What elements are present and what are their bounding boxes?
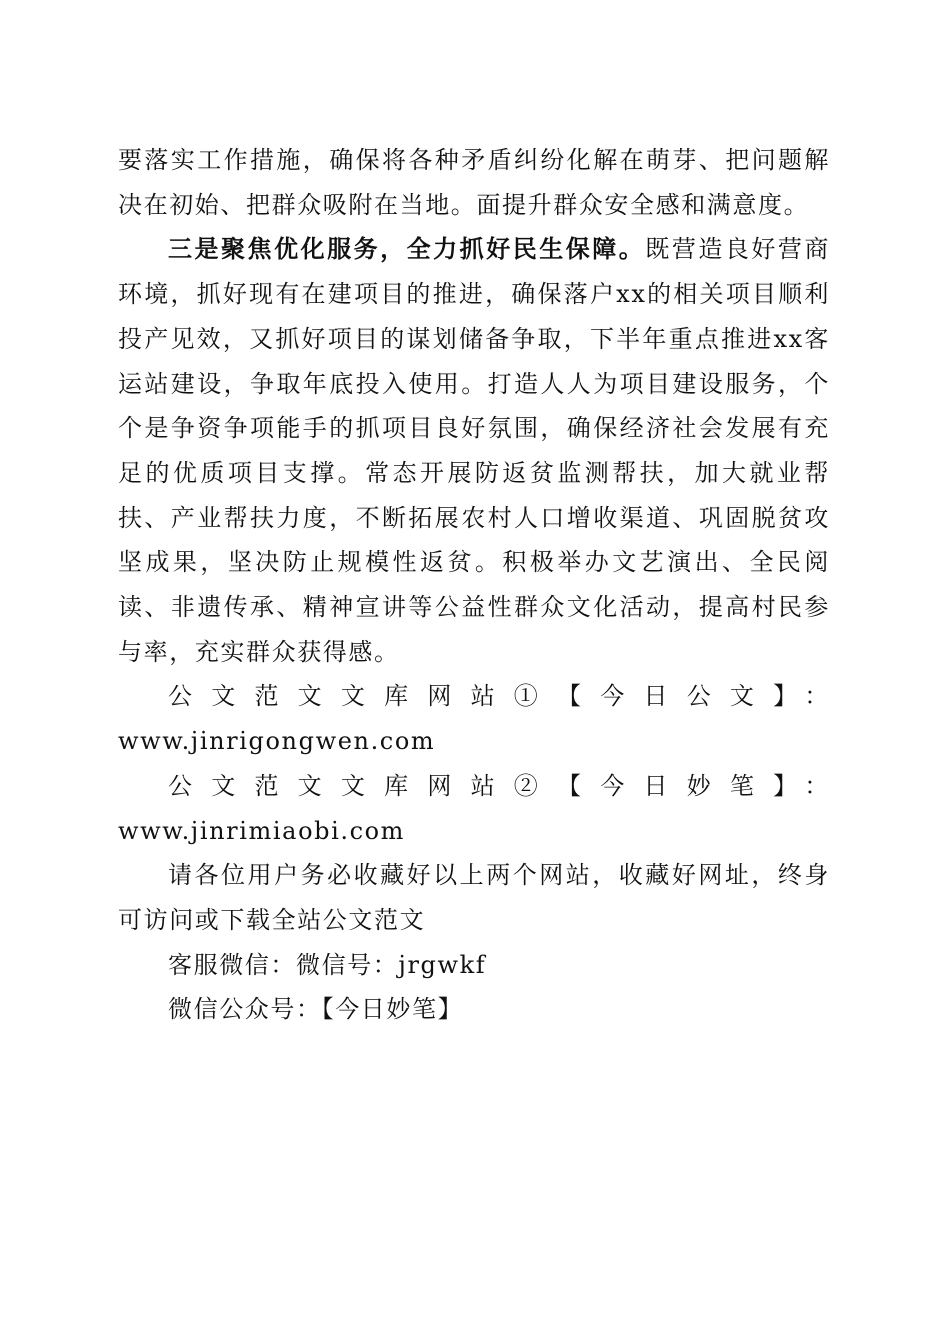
site1-url[interactable]: www.jinrigongwen.com [118, 727, 436, 756]
paragraph-lead: 三是聚焦优化服务，全力抓好民生保障。 [168, 234, 646, 264]
paragraph-services-body: 既营造良好营商环境，抓好现有在建项目的推进，确保落户xx的相关项目顺利投产见效，又抓好项目的谋划储备争取，下半年重点推进xx客运站建设，争取年底投入使用。打造人人为项目建设服务，个个是争资争项能手的抓项目良好氛围，确保经济社会发展有充足的优质项目支撑。常态开展防返贫监测帮扶，加大就业帮扶、产业帮扶力度，不断拓展农村人口增收渠道、巩固脱贫攻坚成果，坚决防止规模性返贫。积极举办文艺演出、全民阅读、非遗传承、精神宣讲等公益性群众文化活动，提高村民参与率，充实群众获得感。 [118, 235, 830, 666]
paragraph-services [118, 227, 830, 674]
official-account: 微信公众号：【今日妙笔】 [168, 995, 464, 1024]
site1-label: 公文范文文库网站①【今日公文】： [168, 682, 830, 711]
document-body [118, 138, 830, 1032]
site2-line[interactable]: 公文范文文库网站②【今日妙笔】：www.jinrimiaobi.com [118, 771, 830, 845]
paragraph-safety: 要落实工作措施，确保将各种矛盾纠纷化解在萌芽、把问题解决在初始、把群众吸附在当地。面提升群众安全感和满意度。 [118, 146, 830, 219]
notice-text: 请各位用户务必收藏好以上两个网站，收藏好网址，终身可访问或下载全站公文范文 [118, 861, 830, 934]
service-wechat: 客服微信：微信号：jrgwkf [168, 950, 487, 979]
